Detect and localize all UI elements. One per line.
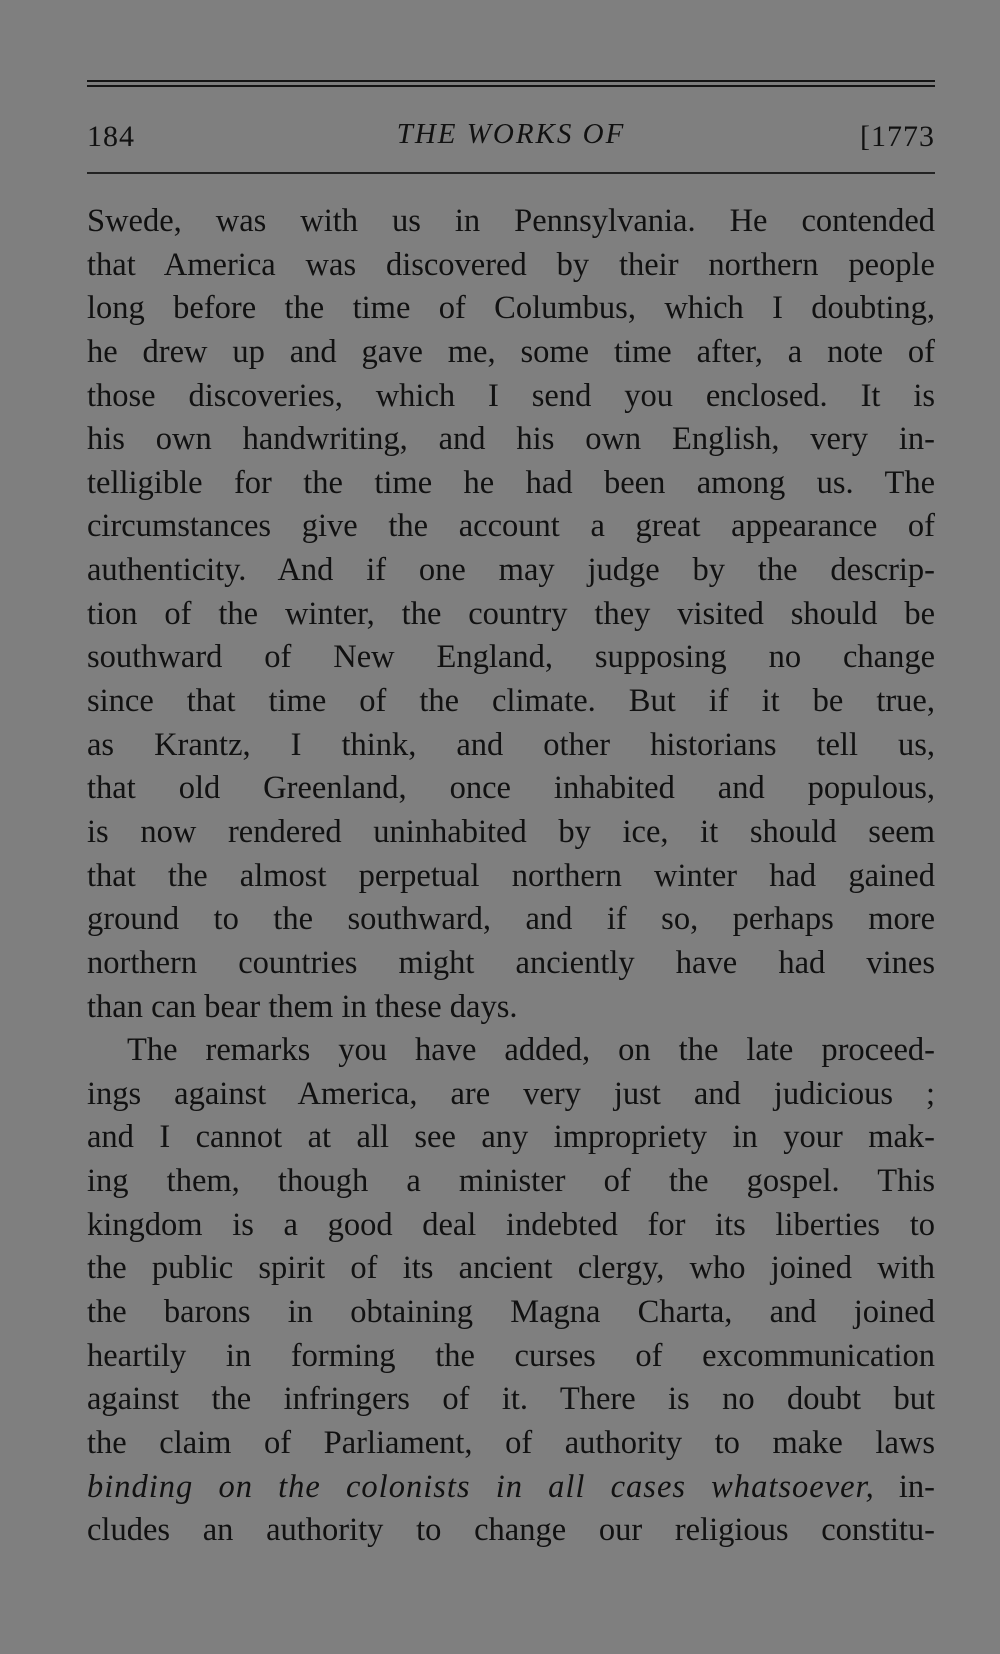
paragraph-end-line: than can bear them in these days.: [87, 988, 518, 1025]
paragraph-start-line: The remarks you have added, on the late proceed-: [127, 1032, 935, 1069]
running-year: [1773: [860, 120, 935, 153]
header-rule: [87, 172, 935, 174]
text-line: cludes an authority to change our religious constitu-: [87, 1512, 935, 1549]
text-line: the public spirit of its ancient clergy, who joined with: [87, 1250, 935, 1287]
text-fragment: in-: [874, 1468, 935, 1505]
text-line: long before the time of Columbus, which I doubting,: [87, 290, 935, 327]
text-line: heartily in forming the curses of excommunication: [87, 1337, 935, 1374]
text-line: that old Greenland, once inhabited and populous,: [87, 770, 935, 807]
text-line: as Krantz, I think, and other historians tell us,: [87, 726, 935, 763]
italic-phrase: binding on the colonists in all cases whatsoever,: [87, 1468, 875, 1505]
text-line: that the almost perpetual northern winter had gained: [87, 857, 935, 894]
text-line: ing them, though a minister of the gospel. This: [87, 1163, 935, 1200]
text-line: the claim of Parliament, of authority to make laws: [87, 1424, 935, 1461]
text-line: northern countries might anciently have had vines: [87, 944, 935, 981]
text-line: those discoveries, which I send you enclosed. It is: [87, 377, 935, 414]
text-line: telligible for the time he had been among us. The: [87, 464, 935, 501]
running-title: THE WORKS OF: [396, 118, 626, 150]
text-line-with-italic: [87, 1466, 935, 1510]
text-line: ground to the southward, and if so, perhaps more: [87, 901, 935, 938]
text-line: against the infringers of it. There is no doubt but: [87, 1381, 935, 1418]
text-line: is now rendered uninhabited by ice, it should seem: [87, 813, 935, 850]
text-line: southward of New England, supposing no change: [87, 639, 935, 676]
text-line: circumstances give the account a great appearance of: [87, 508, 935, 545]
text-line: tion of the winter, the country they visited should be: [87, 595, 935, 632]
text-line: authenticity. And if one may judge by the descrip-: [87, 552, 935, 589]
text-line: his own handwriting, and his own English, very in-: [87, 421, 935, 458]
text-line: ings against America, are very just and judicious ;: [87, 1075, 935, 1112]
body-text: [87, 200, 935, 1553]
running-head: [87, 112, 935, 162]
text-line: kingdom is a good deal indebted for its liberties to: [87, 1206, 935, 1243]
text-line: that America was discovered by their northern people: [87, 246, 935, 283]
text-line: since that time of the climate. But if it be true,: [87, 683, 935, 720]
text-line: the barons in obtaining Magna Charta, and joined: [87, 1294, 935, 1331]
text-line: he drew up and gave me, some time after, a note of: [87, 333, 935, 370]
page-number: 184: [87, 120, 135, 153]
text-line: and I cannot at all see any impropriety in your mak-: [87, 1119, 935, 1156]
top-double-rule: [87, 80, 935, 87]
text-line: Swede, was with us in Pennsylvania. He contended: [87, 203, 935, 239]
